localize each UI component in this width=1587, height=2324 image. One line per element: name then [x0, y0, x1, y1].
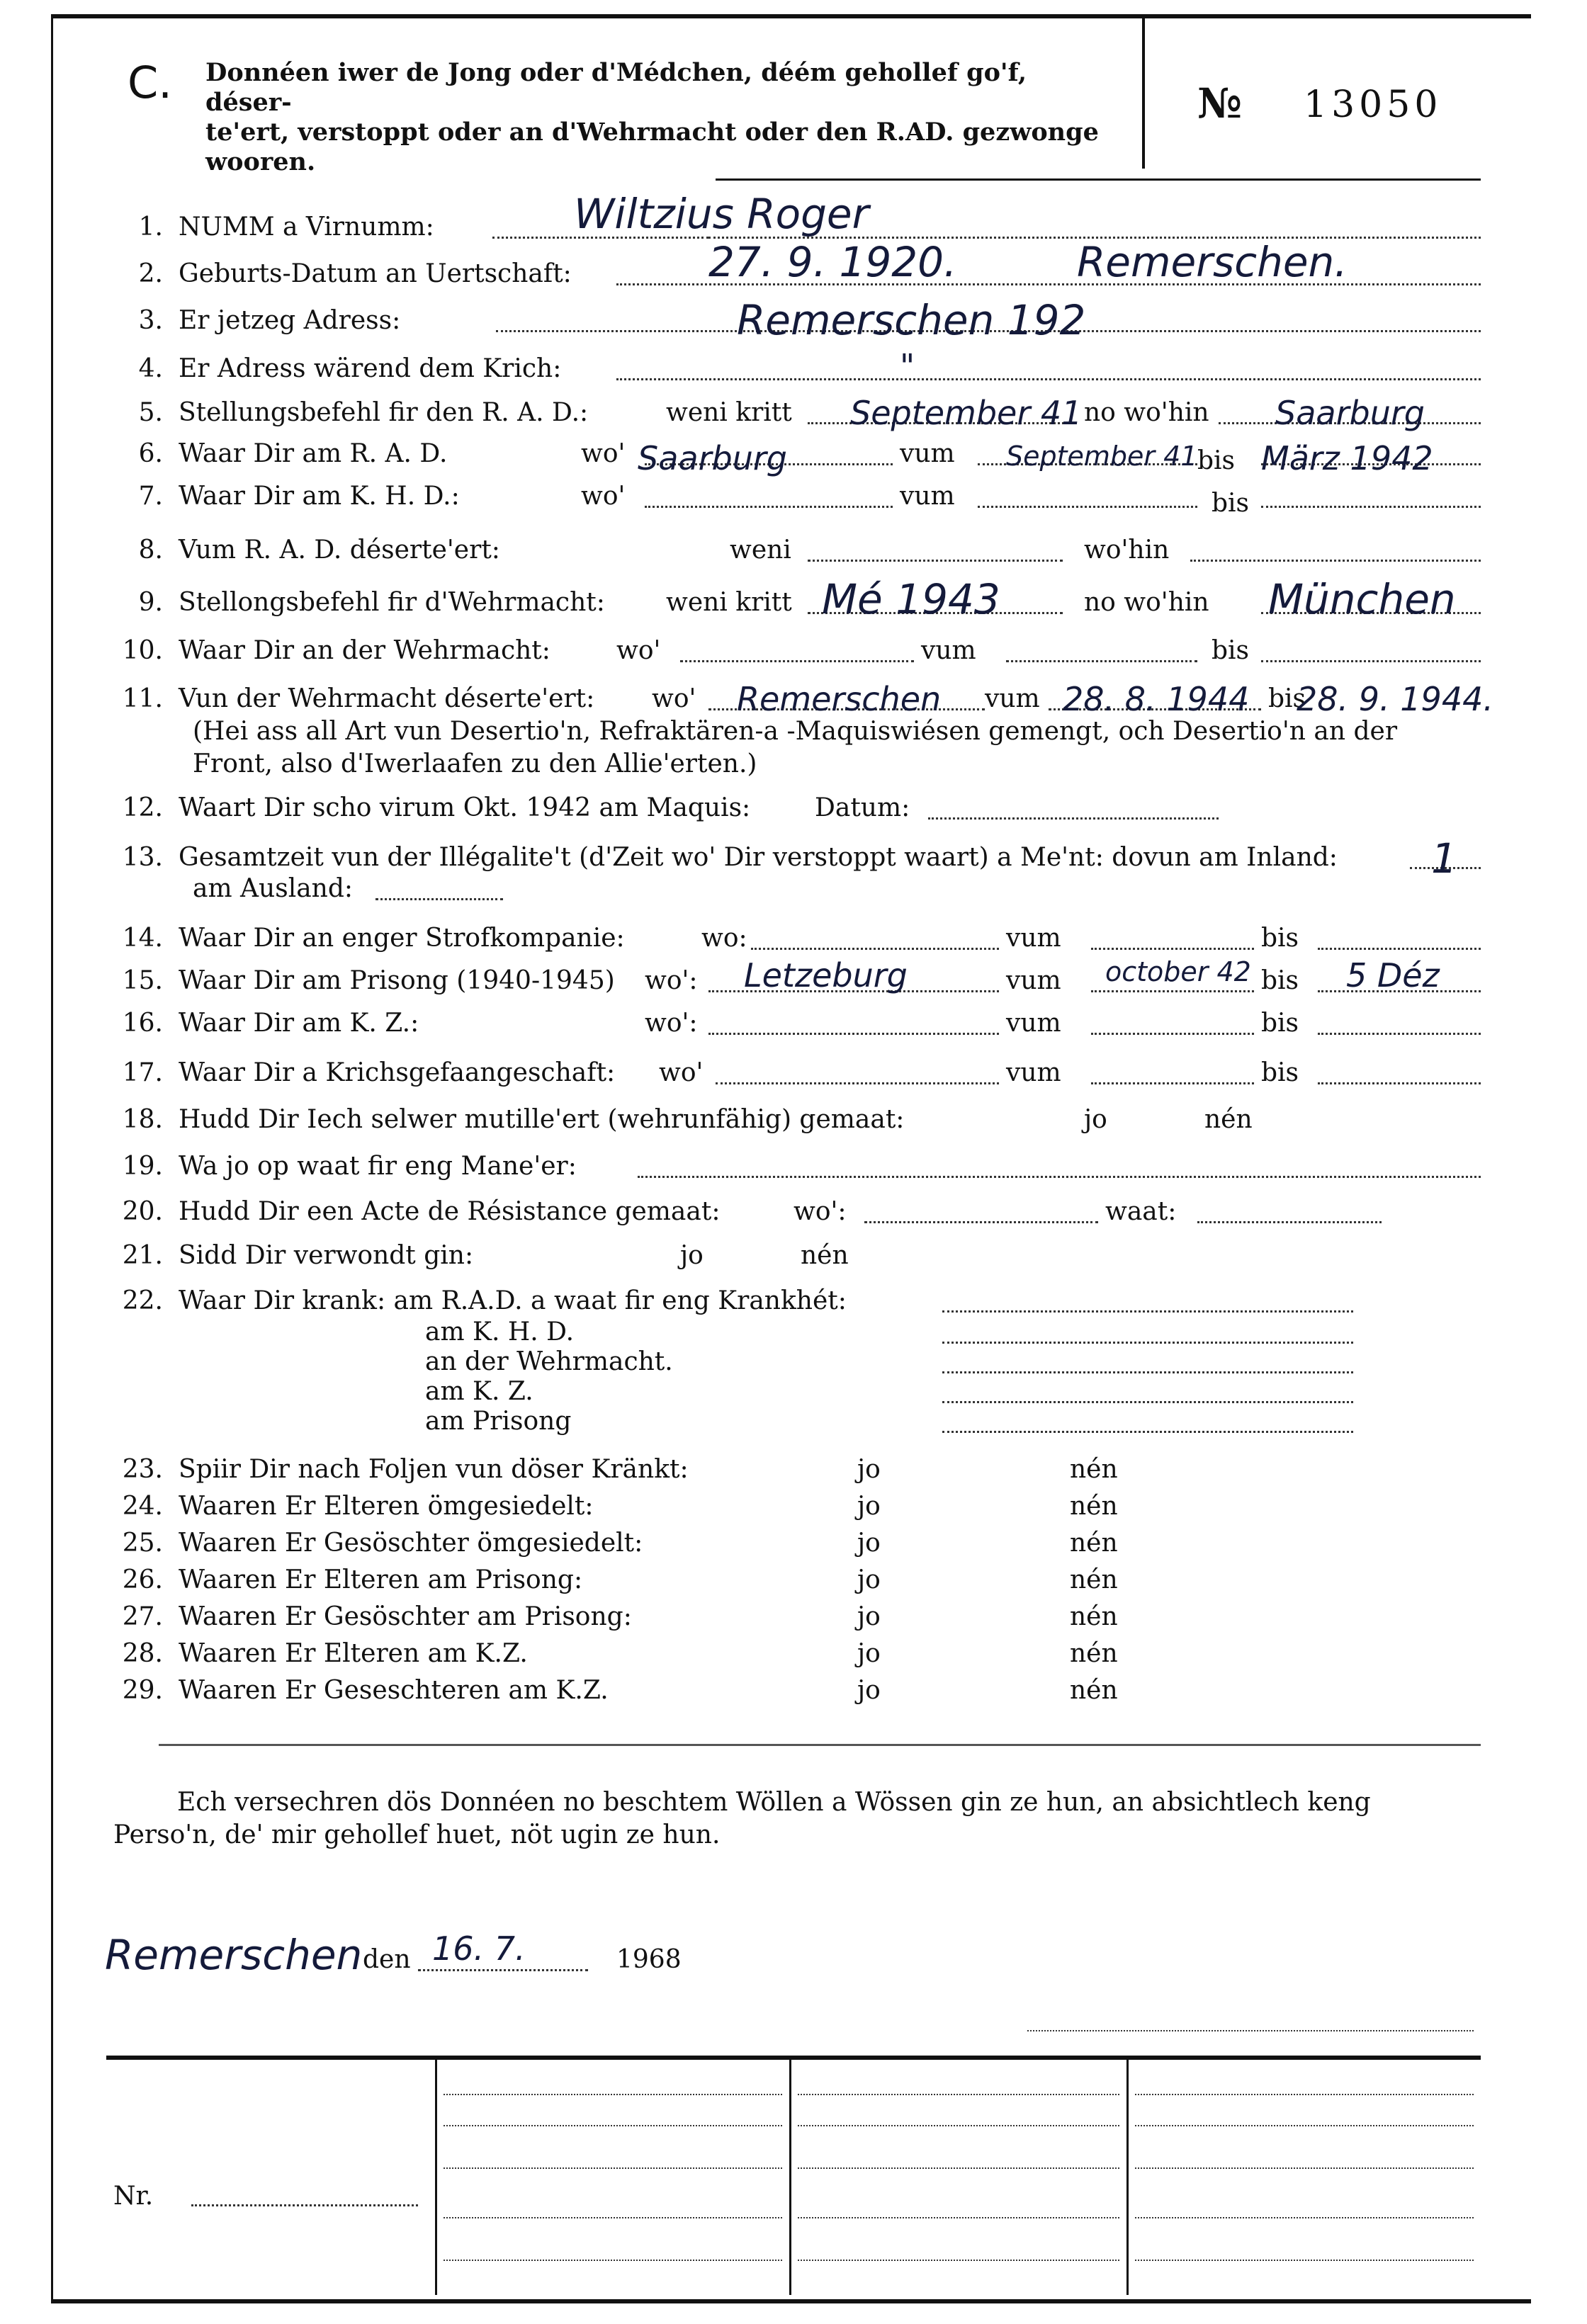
fill-line [1190, 560, 1481, 562]
item-label: Waaren Er Gesöschter am Prisong: [179, 1602, 632, 1631]
footer-line [798, 2260, 1119, 2261]
field-label: jo [680, 1241, 704, 1270]
fill-line [1091, 1033, 1254, 1035]
footer-column [789, 2058, 791, 2295]
section-letter: C. [128, 57, 172, 108]
field-label: vum [921, 636, 976, 665]
field-label: wo' [581, 482, 626, 511]
hw-rad-order-date: September 41 [850, 394, 1083, 432]
footer-line [444, 2167, 782, 2169]
hw-war-address: " [900, 347, 915, 385]
item-number: 8. [138, 535, 163, 565]
item-number: 27. [122, 1602, 163, 1631]
field-label: vum [1006, 924, 1061, 953]
item-number: 4. [138, 354, 163, 383]
item-number: 16. [122, 1009, 163, 1038]
item-number: 12. [122, 793, 163, 822]
hw-prison-to: 5 Déz [1346, 956, 1440, 994]
field-label: nén [1070, 1676, 1118, 1705]
item-number: 22. [122, 1286, 163, 1315]
fill-line [942, 1371, 1353, 1373]
field-label: vum [1006, 1009, 1061, 1038]
hw-rad-to: März 1942 [1261, 439, 1433, 477]
nr-line [191, 2204, 418, 2206]
footer-line [444, 2094, 782, 2095]
fill-line [708, 1033, 999, 1035]
item-label: Waar Dir am K. Z.: [179, 1009, 419, 1038]
footer-line [1135, 2167, 1474, 2169]
footer-line [1135, 2260, 1474, 2261]
item-number: 26. [122, 1565, 163, 1594]
field-label: bis [1261, 1009, 1299, 1038]
field-label: nén [1070, 1529, 1118, 1558]
footer-rule [106, 2056, 1481, 2060]
item-number: 24. [122, 1492, 163, 1521]
field-label: vum [985, 684, 1040, 713]
field-label: bis [1261, 924, 1299, 953]
item-number: 17. [122, 1058, 163, 1087]
field-label: wo' [659, 1058, 704, 1087]
field-label: wo': [645, 1009, 698, 1038]
hw-sign-date: 16. 7. [432, 1929, 526, 1968]
header-rule [716, 178, 1481, 181]
item-label: Waaren Er Elteren am Prisong: [179, 1565, 583, 1594]
field-label: no wo'hin [1084, 398, 1209, 427]
declaration-line: Perso'n, de' mir gehollef huet, nöt ugin ze hun. [113, 1820, 721, 1849]
item-sub-label: am K. Z. [425, 1377, 533, 1406]
field-label: nén [1070, 1639, 1118, 1668]
fill-line [1261, 660, 1481, 662]
fill-line [1261, 506, 1481, 508]
field-label: bis [1261, 966, 1299, 995]
field-label: jo [857, 1676, 881, 1705]
item-label: Waaren Er Elteren ömgesiedelt: [179, 1492, 594, 1521]
form-title [205, 58, 1119, 177]
fill-line [638, 1176, 1481, 1178]
fill-line [1091, 990, 1254, 992]
field-label: wo': [645, 966, 698, 995]
item-number: 1. [138, 212, 163, 242]
separator-rule [159, 1744, 1481, 1746]
item-number: 15. [122, 966, 163, 995]
field-label: Datum: [815, 793, 910, 822]
field-label: vum [1006, 1058, 1061, 1087]
item-label: Waar Dir krank: am R.A.D. a waat fir eng Krankhét: [179, 1286, 847, 1315]
item-sub-label: am Prisong [425, 1407, 572, 1436]
item-label: Er Adress wärend dem Krich: [179, 354, 562, 383]
field-label: nén [1070, 1492, 1118, 1521]
footer-line [1135, 2125, 1474, 2126]
item-label: Waaren Er Gesöschter ömgesiedelt: [179, 1529, 643, 1558]
item-label: Waaren Er Geseschteren am K.Z. [179, 1676, 609, 1705]
field-label: vum [1006, 966, 1061, 995]
field-label: wo: [701, 924, 747, 953]
hw-wm-order-place: München [1268, 575, 1456, 623]
fill-line [616, 378, 1481, 380]
footer-line [1135, 2217, 1474, 2218]
fill-line [928, 817, 1219, 820]
fill-line [808, 560, 1063, 562]
declaration-line: Ech versechren dös Donnéen no beschtem Wöllen a Wössen gin ze hun, an absichtlech keng [177, 1788, 1371, 1817]
title-line: wooren. [205, 147, 316, 176]
field-label: bis [1261, 1058, 1299, 1087]
item-number: 9. [138, 588, 163, 617]
field-label: nén [1070, 1602, 1118, 1631]
field-label: weni [730, 535, 791, 565]
item-label: Waar Dir an der Wehrmacht: [179, 636, 550, 665]
item-label: Stellongsbefehl fir d'Wehrmacht: [179, 588, 605, 617]
field-label: no wo'hin [1084, 588, 1209, 617]
item-label: Waar Dir am Prisong (1940-1945) [179, 966, 615, 995]
item-number: 23. [122, 1455, 163, 1484]
item-number: 14. [122, 924, 163, 953]
item-label: Waar Dir am R. A. D. [179, 439, 448, 468]
number-sign: № [1197, 79, 1243, 127]
field-label: wo' [616, 636, 661, 665]
field-label: bis [1197, 446, 1236, 475]
fill-line [1318, 1033, 1481, 1035]
item-label: Waart Dir scho virum Okt. 1942 am Maquis: [179, 793, 751, 822]
hw-birth-place: Remerschen. [1077, 238, 1348, 286]
field-label: bis [1268, 684, 1306, 713]
fill-line [978, 506, 1197, 508]
hw-wm-order-date: Mé 1943 [822, 575, 1000, 623]
footer-line [798, 2217, 1119, 2218]
item-sub-label: am K. H. D. [425, 1317, 575, 1347]
footer-line [444, 2260, 782, 2261]
field-label: wo': [794, 1197, 847, 1226]
footer-line [444, 2125, 782, 2126]
den-label: den [363, 1945, 411, 1974]
item-number: 7. [138, 482, 163, 511]
item-number: 20. [122, 1197, 163, 1226]
hw-prison-where: Letzeburg [744, 956, 908, 994]
footer-line [798, 2094, 1119, 2095]
item-label: Spiir Dir nach Foljen vun döser Kränkt: [179, 1455, 689, 1484]
footer-line [1135, 2094, 1474, 2095]
field-label: weni kritt [666, 588, 792, 617]
item-number: 13. [122, 843, 163, 872]
hw-desert-to: 28. 9. 1944. [1297, 680, 1493, 718]
field-label: wo' [581, 439, 626, 468]
field-label: bis [1212, 636, 1250, 665]
item-number: 21. [122, 1241, 163, 1270]
nr-label: Nr. [113, 2182, 154, 2211]
fill-line [1197, 1221, 1382, 1223]
field-label: jo [857, 1639, 881, 1668]
fill-line [1006, 660, 1197, 662]
item-note: (Hei ass all Art vun Desertio'n, Refraktären-a -Maquiswiésen gemengt, och Desertio'n an der [193, 717, 1398, 746]
item-number: 29. [122, 1676, 163, 1705]
field-label: jo [857, 1602, 881, 1631]
field-label: vum [900, 482, 955, 511]
item-label: Waar Dir am K. H. D.: [179, 482, 460, 511]
hw-sign-place: Remerschen [105, 1931, 363, 1979]
field-label: weni kritt [666, 398, 792, 427]
header-divider [1142, 18, 1145, 169]
field-label: jo [857, 1565, 881, 1594]
item-label: Sidd Dir verwondt gin: [179, 1241, 474, 1270]
fill-line [1091, 948, 1254, 950]
field-label: jo [857, 1492, 881, 1521]
signature-line [1027, 2030, 1474, 2031]
item-number: 25. [122, 1529, 163, 1558]
fill-line [375, 898, 503, 900]
fill-line [942, 1401, 1353, 1403]
item-label: Wa jo op waat fir eng Mane'er: [179, 1152, 577, 1181]
fill-line [1318, 948, 1481, 950]
hw-rad-from: September 41 [1006, 441, 1198, 472]
year-label: 1968 [616, 1945, 682, 1974]
fill-line [942, 1431, 1353, 1433]
hw-desert-from: 28. 8. 1944 [1063, 680, 1250, 718]
hw-desert-where: Remerschen [737, 680, 942, 718]
item-label: Gesamtzeit vun der Illégalite't (d'Zeit wo' Dir verstoppt waart) a Me'nt: dovun am Inland: [179, 843, 1338, 872]
field-label: waat: [1105, 1197, 1177, 1226]
date-line [418, 1969, 588, 1971]
item-label: Hudd Dir een Acte de Résistance gemaat: [179, 1197, 721, 1226]
field-label: jo [857, 1529, 881, 1558]
item-number: 10. [122, 636, 163, 665]
hw-prison-from: october 42 [1105, 956, 1251, 987]
hw-name: Wiltzius Roger [574, 190, 869, 238]
hw-inland: 1 [1431, 834, 1457, 883]
item-label: Geburts-Datum an Uertschaft: [179, 259, 572, 288]
fill-line [645, 506, 893, 508]
item-number: 5. [138, 398, 163, 427]
footer-line [798, 2125, 1119, 2126]
footer-line [798, 2167, 1119, 2169]
item-number: 2. [138, 259, 163, 288]
field-label: jo [1084, 1105, 1107, 1134]
item-label: Waaren Er Elteren am K.Z. [179, 1639, 528, 1668]
fill-line [680, 660, 914, 662]
fill-line [1091, 1082, 1254, 1084]
fill-line [942, 1342, 1353, 1344]
title-line: Donnéen iwer de Jong oder d'Médchen, déém gehollef go'f, déser- [205, 58, 1027, 117]
item-label: Er jetzeg Adress: [179, 306, 401, 335]
field-label: wo'hin [1084, 535, 1170, 565]
item-note: am Ausland: [193, 874, 354, 903]
title-line: te'ert, verstoppt oder an d'Wehrmacht oder den R.AD. gezwonge [205, 118, 1099, 147]
item-number: 18. [122, 1105, 163, 1134]
item-number: 11. [122, 684, 163, 713]
item-label: NUMM a Virnumm: [179, 212, 434, 242]
fill-line [751, 948, 999, 950]
field-label: nén [801, 1241, 849, 1270]
item-label: Vun der Wehrmacht déserte'ert: [179, 684, 595, 713]
fill-line [864, 1221, 1098, 1223]
footer-column [1126, 2058, 1129, 2295]
item-number: 6. [138, 439, 163, 468]
hw-birth-date: 27. 9. 1920. [708, 238, 957, 286]
field-label: nén [1070, 1455, 1118, 1484]
field-label: nén [1204, 1105, 1253, 1134]
item-note: Front, also d'Iwerlaafen zu den Allie'erten.) [193, 749, 757, 778]
fill-line [942, 1310, 1353, 1313]
item-label: Stellungsbefehl fir den R. A. D.: [179, 398, 589, 427]
field-label: vum [900, 439, 955, 468]
item-label: Hudd Dir Iech selwer mutille'ert (wehrunfähig) gemaat: [179, 1105, 905, 1134]
footer-line [444, 2217, 782, 2218]
item-number: 28. [122, 1639, 163, 1668]
item-sub-label: an der Wehrmacht. [425, 1347, 673, 1376]
form-number: 13050 [1304, 84, 1442, 126]
hw-address: Remerschen 192 [737, 296, 1086, 344]
field-label: jo [857, 1455, 881, 1484]
field-label: nén [1070, 1565, 1118, 1594]
fill-line [716, 1082, 999, 1084]
footer-column [435, 2058, 437, 2295]
item-number: 3. [138, 306, 163, 335]
item-number: 19. [122, 1152, 163, 1181]
item-label: Waar Dir a Krichsgefaangeschaft: [179, 1058, 616, 1087]
field-label: bis [1212, 489, 1250, 518]
hw-rad-order-place: Saarburg [1275, 394, 1425, 432]
hw-rad-where: Saarburg [638, 439, 787, 477]
fill-line [1318, 1082, 1481, 1084]
item-label: Waar Dir an enger Strofkompanie: [179, 924, 625, 953]
field-label: wo' [652, 684, 696, 713]
item-label: Vum R. A. D. déserte'ert: [179, 535, 500, 565]
